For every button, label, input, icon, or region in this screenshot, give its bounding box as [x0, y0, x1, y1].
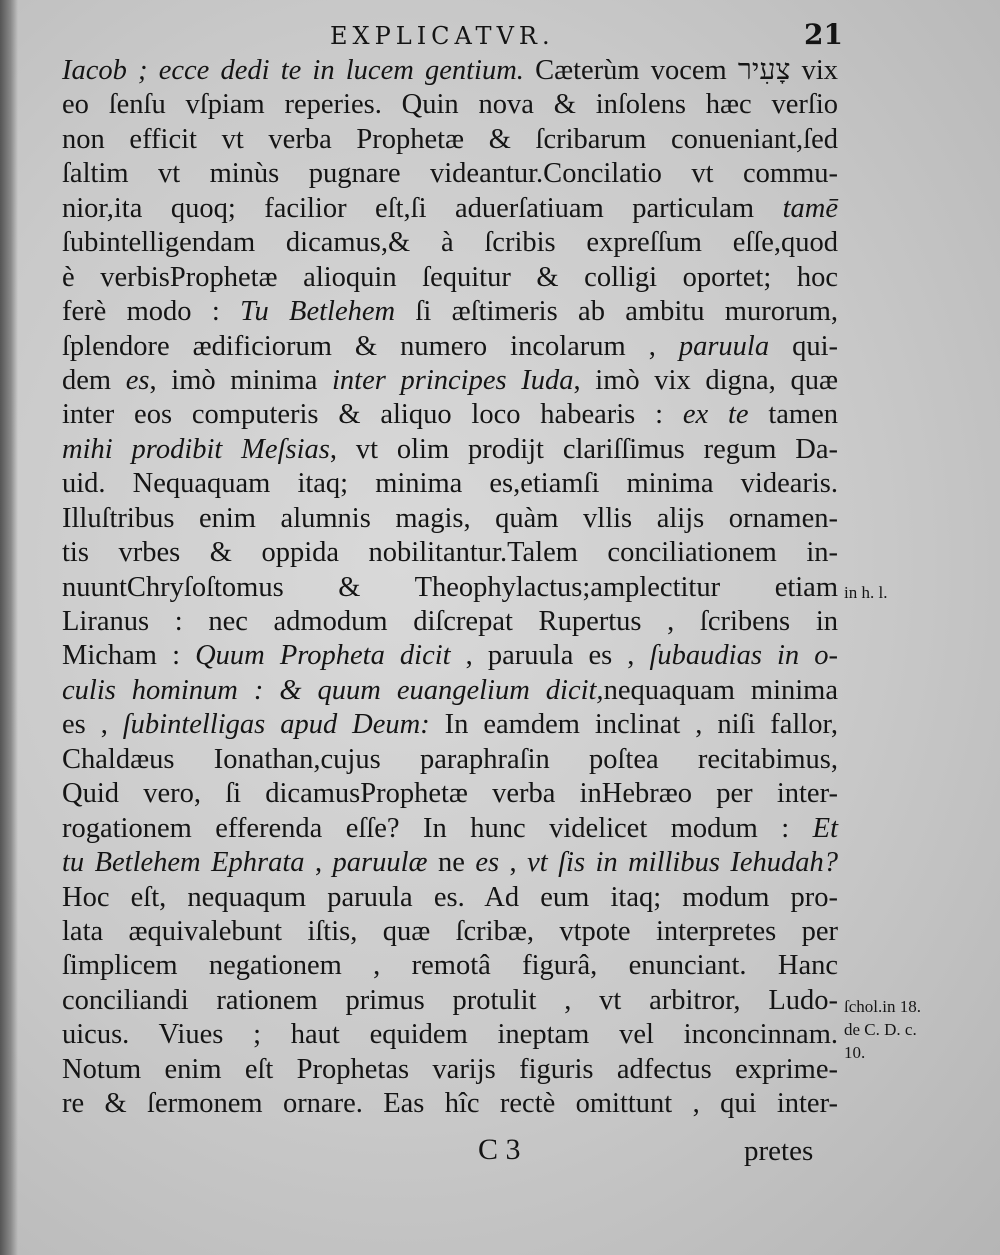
roman-run: ſaltim vt minùs pugnare videantur.Concilatio vt commu-	[62, 158, 838, 190]
roman-run: ſi æſtimeris ab ambitu murorum,	[395, 296, 838, 328]
roman-run: nequaquam minima	[603, 674, 838, 706]
text-line	[62, 1018, 838, 1052]
italic-run: es	[475, 847, 500, 879]
roman-run: , paruula es ,	[450, 640, 650, 672]
roman-run: es ,	[62, 709, 123, 741]
signature-mark: C 3	[478, 1133, 521, 1166]
roman-run: Micham :	[62, 640, 196, 672]
italic-run: vt ſis in millibus Iehudah?	[527, 847, 839, 879]
text-line	[62, 571, 838, 605]
roman-run: Illuſtribus enim alumnis magis, quàm vllis alijs ornamen-	[62, 502, 838, 534]
text-line	[62, 639, 838, 673]
text-line	[62, 536, 838, 570]
roman-run: ferè modo :	[62, 296, 241, 328]
roman-run: Hoc eſt, nequaqum paruula es. Ad eum itaq; modum pro-	[62, 881, 838, 913]
text-line	[62, 295, 838, 329]
text-line	[62, 777, 838, 811]
text-line	[62, 364, 838, 398]
margin-note-2-line: 10.	[844, 1043, 866, 1062]
text-line	[62, 846, 838, 880]
roman-run: non efficit vt verba Prophetæ & ſcribarum conueniant,ſed	[62, 123, 838, 155]
text-line	[62, 398, 838, 432]
roman-run: nuuntChryſoſtomus & Theophylactus;amplectitur etiam	[62, 571, 838, 603]
text-line	[62, 123, 838, 157]
text-line	[62, 226, 838, 260]
text-line	[62, 467, 838, 501]
roman-run: rogationem efferenda eſſe? In hunc videlicet modum :	[62, 812, 813, 844]
roman-run: uicus. Viues ; haut equidem ineptam vel inconcinnam.	[62, 1019, 838, 1051]
roman-run: , imò minima	[149, 364, 333, 396]
text-line	[62, 1087, 838, 1121]
text-line	[62, 674, 838, 708]
italic-run: tamē	[782, 192, 838, 224]
text-line	[62, 54, 838, 88]
text-line	[62, 984, 838, 1018]
text-line	[62, 812, 838, 846]
italic-run: ex te	[682, 399, 749, 431]
italic-run: paruulæ	[332, 847, 428, 879]
roman-run: Notum enim eſt Prophetas varijs figuris adfectus exprime-	[62, 1053, 838, 1085]
text-line	[62, 330, 838, 364]
text-line	[62, 605, 838, 639]
roman-run: Liranus : nec admodum diſcrepat Rupertus , ſcribens in	[62, 606, 838, 637]
margin-note-1: in h. l.	[844, 583, 888, 602]
page-number: 21	[804, 18, 843, 51]
text-line	[62, 1053, 838, 1087]
italic-run: Quum Propheta dicit	[195, 640, 451, 672]
roman-run: Cæterùm vocem צָעִיר vix	[523, 55, 839, 86]
roman-run: uid. Nequaquam itaq; minima es,etiamſi minima videaris.	[62, 468, 838, 500]
italic-run: tu Betlehem Ephrata	[62, 847, 305, 879]
roman-run: nior,ita quoq; facilior eſt,ſi aduerſatiuam particulam	[62, 192, 783, 224]
text-line	[62, 949, 838, 983]
roman-run: , imò vix digna, quæ	[573, 364, 838, 396]
italic-run: ſubaudias in o-	[649, 640, 838, 672]
roman-run: , vt olim prodijt clariſſimus regum Da-	[329, 433, 838, 465]
roman-run: re & ſermonem ornare. Eas hîc rectè omittunt , qui inter-	[62, 1088, 838, 1120]
italic-run: Iacob ; ecce dedi te in lucem gentium.	[62, 55, 524, 86]
page-footer	[0, 1133, 1000, 1173]
text-line	[62, 433, 838, 467]
roman-run: Chaldæus Ionathan,cujus paraphraſin poſtea recitabimus,	[62, 743, 838, 775]
roman-run: ſubintelligendam dicamus,& à ſcribis expreſſum eſſe,quod	[62, 227, 838, 259]
text-line	[62, 915, 838, 949]
roman-run: eo ſenſu vſpiam reperies. Quin nova & inſolens hæc verſio	[62, 89, 838, 121]
roman-run: conciliandi rationem primus protulit , vt arbitror, Ludo-	[62, 984, 838, 1016]
italic-run: Et	[812, 812, 838, 844]
text-line	[62, 708, 838, 742]
margin-note-2-line: ſchol.in 18.	[844, 997, 921, 1016]
catchword: pretes	[744, 1135, 814, 1167]
roman-run: tis vrbes & oppida nobilitantur.Talem conciliationem in-	[62, 537, 838, 569]
margin-note-2-line: de C. D. c.	[844, 1020, 917, 1039]
text-line	[62, 192, 838, 226]
roman-run: tamen	[748, 399, 838, 431]
text-line	[62, 743, 838, 777]
roman-run: inter eos computeris & aliquo loco habearis :	[62, 399, 683, 431]
text-line	[62, 157, 838, 191]
roman-run: è verbisProphetæ alioquin ſequitur & colligi oportet; hoc	[62, 261, 838, 293]
roman-run: Quid vero, ſi dicamusProphetæ verba inHebræo per inter-	[62, 778, 838, 810]
italic-run: mihi prodibit Meſsias	[62, 433, 330, 465]
page-gutter-shadow	[0, 0, 18, 1255]
roman-run: ,	[499, 847, 528, 879]
text-line	[62, 261, 838, 295]
text-line	[62, 502, 838, 536]
italic-run: Tu Betlehem	[240, 296, 396, 328]
italic-run: es	[125, 364, 150, 396]
roman-run: dem	[62, 364, 126, 396]
roman-run: qui-	[769, 330, 838, 362]
roman-run: ,	[304, 847, 333, 879]
roman-run: ſplendore ædificiorum & numero incolarum ,	[62, 330, 679, 362]
italic-run: culis hominum : & quum euangelium dicit,	[62, 674, 604, 706]
roman-run: ne	[427, 847, 476, 879]
text-line	[62, 881, 838, 915]
roman-run: ſimplicem negationem , remotâ figurâ, enunciant. Hanc	[62, 950, 838, 982]
italic-run: inter principes Iuda	[332, 364, 574, 396]
page-header	[0, 18, 1000, 54]
roman-run: lata æquivalebunt iſtis, quæ ſcribæ, vtpote interpretes per	[62, 915, 838, 947]
italic-run: ſubintelligas apud Deum:	[122, 709, 430, 741]
italic-run: paruula	[678, 330, 770, 362]
text-line	[62, 88, 838, 122]
roman-run: In eamdem inclinat , niſi fallor,	[429, 709, 838, 741]
running-head: EXPLICATVR.	[330, 22, 555, 50]
body-text	[62, 54, 838, 1122]
